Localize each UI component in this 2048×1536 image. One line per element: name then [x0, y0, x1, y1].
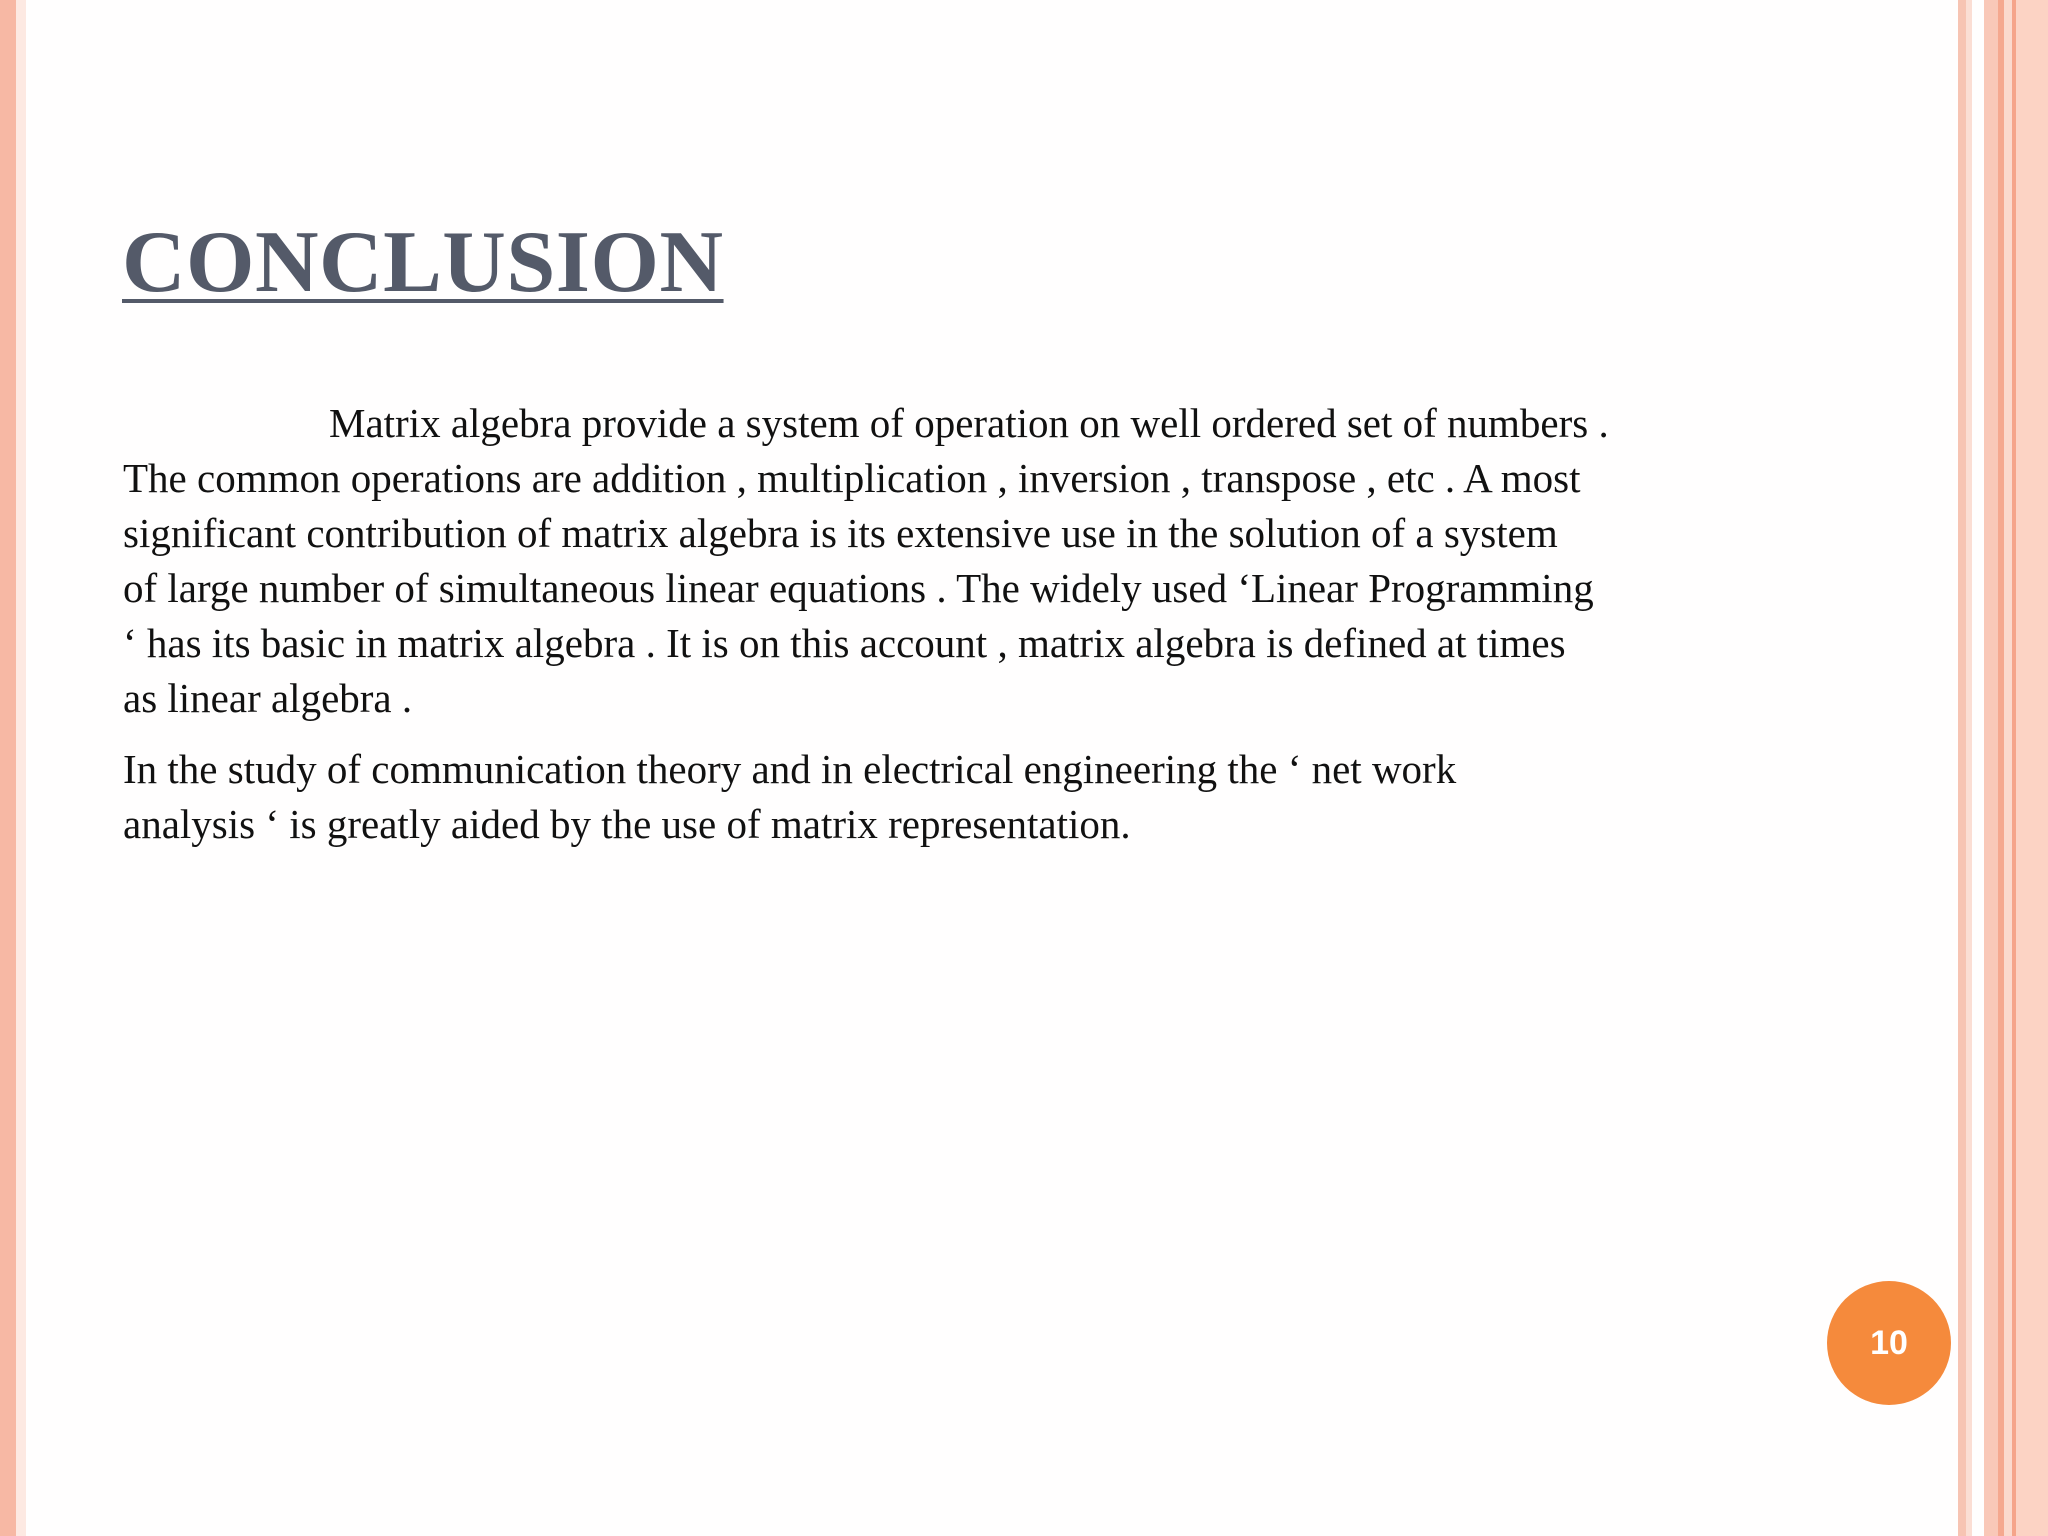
slide-title: CONCLUSION — [122, 214, 724, 311]
body-paragraph-2: In the study of communication theory and in electrical engineering the ‘ net work analysis ‘ is greatly aided by the use of matrix representation. — [123, 746, 1457, 847]
right-stripe-decoration — [1966, 0, 1972, 1536]
body-paragraph-1: Matrix algebra provide a system of operation on well ordered set of numbers . The common operations are addition , multiplication , inversion , transpose , etc . A most significant contribution of matrix algebra is its extensive use in the solution of a system of large number of simultaneous linear equations . The widely used ‘Linear Programming ‘ has its basic in matrix algebra . It is on this account , matrix algebra is defined at times as linear algebra . — [123, 400, 1609, 721]
slide-body — [123, 396, 1763, 852]
left-border-decoration — [0, 0, 16, 1536]
page-number-badge: 10 — [1827, 1281, 1951, 1405]
right-stripe-decoration — [1958, 0, 1966, 1536]
left-border-inner-decoration — [16, 0, 26, 1536]
right-stripe-decoration — [1984, 0, 1998, 1536]
right-stripe-decoration — [2004, 0, 2012, 1536]
right-stripe-decoration — [2016, 0, 2048, 1536]
